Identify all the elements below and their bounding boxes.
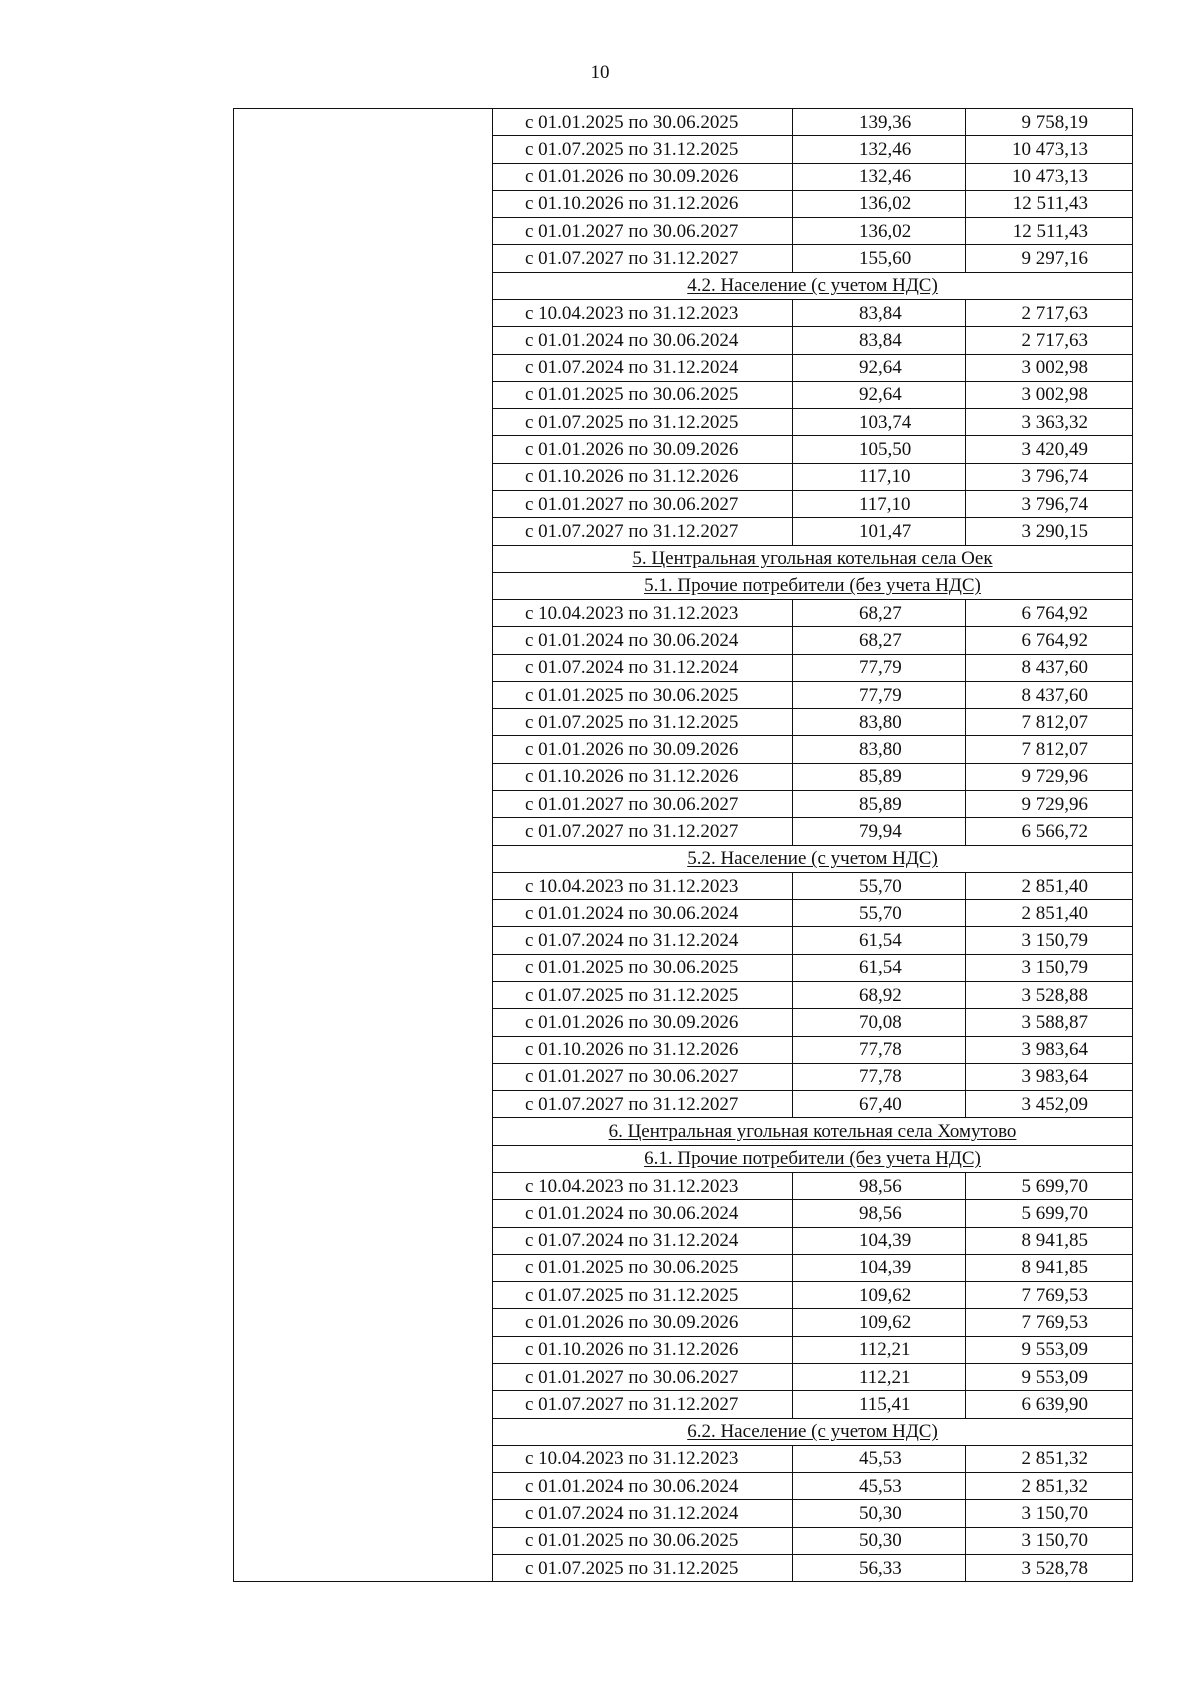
- table-row: [493, 518, 1132, 545]
- period-cell: с 01.01.2025 по 30.06.2025: [493, 1255, 793, 1281]
- table-row: [493, 1009, 1132, 1036]
- rate-cell: 104,39: [793, 1228, 966, 1254]
- rate-cell: 101,47: [793, 518, 966, 544]
- section-heading: 5. Центральная угольная котельная села Оек: [632, 548, 993, 570]
- amount-cell: 5 699,70: [1021, 1175, 1088, 1197]
- period-cell: с 01.01.2025 по 30.06.2025: [493, 382, 793, 408]
- period-cell: с 01.10.2026 по 31.12.2026: [493, 464, 793, 490]
- rate-cell: 68,27: [793, 627, 966, 653]
- period-cell: с 01.07.2025 по 31.12.2025: [493, 409, 793, 435]
- rate-cell: 68,27: [793, 600, 966, 626]
- rate-cell: 132,46: [793, 136, 966, 162]
- amount-cell: 3 002,98: [1021, 384, 1088, 406]
- rate-cell: 109,62: [793, 1282, 966, 1308]
- period-cell: с 01.07.2027 по 31.12.2027: [493, 1391, 793, 1417]
- section-heading-row: [493, 573, 1132, 600]
- table-row: [493, 191, 1132, 218]
- amount-cell: 8 437,60: [1021, 684, 1088, 706]
- period-cell: с 01.07.2025 по 31.12.2025: [493, 1555, 793, 1581]
- rate-cell: 61,54: [793, 955, 966, 981]
- period-cell: с 01.10.2026 по 31.12.2026: [493, 191, 793, 217]
- rate-cell: 136,02: [793, 218, 966, 244]
- table-row: [493, 1528, 1132, 1555]
- rate-cell: 132,46: [793, 164, 966, 190]
- table-row: [493, 164, 1132, 191]
- rate-cell: 77,78: [793, 1037, 966, 1063]
- amount-cell: 7 769,53: [1021, 1312, 1088, 1334]
- amount-cell: 9 553,09: [1021, 1339, 1088, 1361]
- amount-cell: 3 528,78: [1021, 1557, 1088, 1579]
- rate-cell: 83,84: [793, 300, 966, 326]
- table-row: [493, 900, 1132, 927]
- amount-cell: 3 002,98: [1021, 357, 1088, 379]
- amount-cell: 3 150,79: [1021, 957, 1088, 979]
- table-row: [493, 1555, 1132, 1581]
- amount-cell: 3 420,49: [1021, 439, 1088, 461]
- rate-cell: 117,10: [793, 464, 966, 490]
- period-cell: с 01.01.2025 по 30.06.2025: [493, 682, 793, 708]
- table-row: [493, 1091, 1132, 1118]
- section-heading: 6. Центральная угольная котельная села Хомутово: [608, 1121, 1017, 1143]
- rate-cell: 104,39: [793, 1255, 966, 1281]
- page-number: 10: [590, 62, 610, 83]
- section-heading-row: [493, 1419, 1132, 1446]
- period-cell: с 10.04.2023 по 31.12.2023: [493, 1173, 793, 1199]
- rate-cell: 103,74: [793, 409, 966, 435]
- amount-cell: 3 983,64: [1021, 1039, 1088, 1061]
- amount-cell: 3 452,09: [1021, 1093, 1088, 1115]
- table-row: [493, 1173, 1132, 1200]
- table-row: [493, 300, 1132, 327]
- table-row: [493, 1228, 1132, 1255]
- period-cell: с 01.01.2027 по 30.06.2027: [493, 1364, 793, 1390]
- tariff-rows: [493, 109, 1132, 1581]
- table-row: [493, 245, 1132, 272]
- period-cell: с 01.10.2026 по 31.12.2026: [493, 1037, 793, 1063]
- rate-cell: 109,62: [793, 1309, 966, 1335]
- rate-cell: 83,84: [793, 327, 966, 353]
- rate-cell: 55,70: [793, 900, 966, 926]
- amount-cell: 10 473,13: [1012, 138, 1088, 160]
- amount-cell: 7 812,07: [1021, 739, 1088, 761]
- table-row: [493, 682, 1132, 709]
- rate-cell: 92,64: [793, 382, 966, 408]
- amount-cell: 3 588,87: [1021, 1011, 1088, 1033]
- period-cell: с 01.07.2024 по 31.12.2024: [493, 355, 793, 381]
- amount-cell: 9 758,19: [1021, 111, 1088, 133]
- table-row: [493, 1446, 1132, 1473]
- rate-cell: 56,33: [793, 1555, 966, 1581]
- rate-cell: 68,92: [793, 982, 966, 1008]
- rate-cell: 45,53: [793, 1473, 966, 1499]
- period-cell: с 01.01.2024 по 30.06.2024: [493, 900, 793, 926]
- rate-cell: 77,78: [793, 1064, 966, 1090]
- rate-cell: 85,89: [793, 764, 966, 790]
- amount-cell: 8 437,60: [1021, 657, 1088, 679]
- table-row: [493, 1282, 1132, 1309]
- period-cell: с 01.07.2024 по 31.12.2024: [493, 1228, 793, 1254]
- amount-cell: 3 363,32: [1021, 411, 1088, 433]
- amount-cell: 12 511,43: [1012, 193, 1088, 215]
- amount-cell: 7 769,53: [1021, 1284, 1088, 1306]
- amount-cell: 3 796,74: [1021, 466, 1088, 488]
- table-row: [493, 464, 1132, 491]
- amount-cell: 2 717,63: [1021, 329, 1088, 351]
- table-row: [493, 218, 1132, 245]
- table-row: [493, 1500, 1132, 1527]
- section-heading: 4.2. Население (с учетом НДС): [687, 275, 938, 297]
- table-row: [493, 436, 1132, 463]
- amount-cell: 2 851,40: [1021, 875, 1088, 897]
- period-cell: с 01.10.2026 по 31.12.2026: [493, 764, 793, 790]
- period-cell: с 01.01.2025 по 30.06.2025: [493, 1528, 793, 1554]
- period-cell: с 01.07.2027 по 31.12.2027: [493, 518, 793, 544]
- section-heading: 5.1. Прочие потребители (без учета НДС): [644, 575, 981, 597]
- amount-cell: 3 290,15: [1021, 520, 1088, 542]
- rate-cell: 85,89: [793, 791, 966, 817]
- period-cell: с 01.01.2027 по 30.06.2027: [493, 1064, 793, 1090]
- rate-cell: 70,08: [793, 1009, 966, 1035]
- amount-cell: 6 764,92: [1021, 602, 1088, 624]
- amount-cell: 2 717,63: [1021, 302, 1088, 324]
- amount-cell: 2 851,32: [1021, 1475, 1088, 1497]
- table-row: [493, 1391, 1132, 1418]
- amount-cell: 8 941,85: [1021, 1257, 1088, 1279]
- rate-cell: 92,64: [793, 355, 966, 381]
- table-row: [493, 818, 1132, 845]
- period-cell: с 01.01.2025 по 30.06.2025: [493, 109, 793, 135]
- table-row: [493, 600, 1132, 627]
- section-heading: 5.2. Население (с учетом НДС): [687, 848, 938, 870]
- amount-cell: 3 528,88: [1021, 984, 1088, 1006]
- period-cell: с 10.04.2023 по 31.12.2023: [493, 300, 793, 326]
- rate-cell: 61,54: [793, 927, 966, 953]
- rate-cell: 117,10: [793, 491, 966, 517]
- period-cell: с 01.07.2024 по 31.12.2024: [493, 655, 793, 681]
- rate-cell: 77,79: [793, 682, 966, 708]
- rate-cell: 83,80: [793, 709, 966, 735]
- section-heading-row: [493, 546, 1132, 573]
- table-row: [493, 791, 1132, 818]
- amount-cell: 3 150,70: [1021, 1530, 1088, 1552]
- rate-cell: 112,21: [793, 1364, 966, 1390]
- amount-cell: 5 699,70: [1021, 1202, 1088, 1224]
- period-cell: с 10.04.2023 по 31.12.2023: [493, 1446, 793, 1472]
- period-cell: с 01.07.2025 по 31.12.2025: [493, 1282, 793, 1308]
- period-cell: с 01.01.2026 по 30.09.2026: [493, 1009, 793, 1035]
- section-heading: 6.2. Население (с учетом НДС): [687, 1421, 938, 1443]
- amount-cell: 8 941,85: [1021, 1230, 1088, 1252]
- amount-cell: 6 639,90: [1021, 1393, 1088, 1415]
- period-cell: с 01.01.2024 по 30.06.2024: [493, 327, 793, 353]
- period-cell: с 01.01.2024 по 30.06.2024: [493, 1473, 793, 1499]
- period-cell: с 01.07.2024 по 31.12.2024: [493, 927, 793, 953]
- rate-cell: 139,36: [793, 109, 966, 135]
- rate-cell: 98,56: [793, 1173, 966, 1199]
- table-row: [493, 1337, 1132, 1364]
- amount-cell: 9 297,16: [1021, 248, 1088, 270]
- table-row: [493, 764, 1132, 791]
- section-heading-row: [493, 1146, 1132, 1173]
- rate-cell: 115,41: [793, 1391, 966, 1417]
- amount-cell: 2 851,40: [1021, 902, 1088, 924]
- period-cell: с 01.07.2024 по 31.12.2024: [493, 1500, 793, 1526]
- table-row: [493, 1200, 1132, 1227]
- tariff-table: [233, 108, 1133, 1582]
- period-cell: с 01.01.2026 по 30.09.2026: [493, 436, 793, 462]
- rate-cell: 50,30: [793, 1528, 966, 1554]
- rate-cell: 136,02: [793, 191, 966, 217]
- period-cell: с 01.01.2026 по 30.09.2026: [493, 164, 793, 190]
- period-cell: с 10.04.2023 по 31.12.2023: [493, 873, 793, 899]
- table-row: [493, 655, 1132, 682]
- period-cell: с 01.07.2027 по 31.12.2027: [493, 1091, 793, 1117]
- amount-cell: 7 812,07: [1021, 711, 1088, 733]
- section-heading-row: [493, 846, 1132, 873]
- section-heading: 6.1. Прочие потребители (без учета НДС): [644, 1148, 981, 1170]
- table-row: [493, 382, 1132, 409]
- period-cell: с 01.07.2025 по 31.12.2025: [493, 982, 793, 1008]
- period-cell: с 01.01.2027 по 30.06.2027: [493, 491, 793, 517]
- rate-cell: 77,79: [793, 655, 966, 681]
- amount-cell: 3 150,70: [1021, 1502, 1088, 1524]
- amount-cell: 6 566,72: [1021, 820, 1088, 842]
- table-row: [493, 109, 1132, 136]
- table-row: [493, 136, 1132, 163]
- table-row: [493, 736, 1132, 763]
- period-cell: с 01.01.2026 по 30.09.2026: [493, 1309, 793, 1335]
- rate-cell: 50,30: [793, 1500, 966, 1526]
- table-row: [493, 955, 1132, 982]
- rate-cell: 105,50: [793, 436, 966, 462]
- period-cell: с 01.01.2025 по 30.06.2025: [493, 955, 793, 981]
- table-row: [493, 1309, 1132, 1336]
- period-cell: с 01.07.2025 по 31.12.2025: [493, 136, 793, 162]
- table-row: [493, 709, 1132, 736]
- table-row: [493, 491, 1132, 518]
- amount-cell: 9 553,09: [1021, 1366, 1088, 1388]
- period-cell: с 01.01.2024 по 30.06.2024: [493, 627, 793, 653]
- rate-cell: 98,56: [793, 1200, 966, 1226]
- rate-cell: 83,80: [793, 736, 966, 762]
- table-row: [493, 409, 1132, 436]
- table-row: [493, 927, 1132, 954]
- rate-cell: 55,70: [793, 873, 966, 899]
- table-row: [493, 1364, 1132, 1391]
- section-heading-row: [493, 1118, 1132, 1145]
- table-row: [493, 1064, 1132, 1091]
- table-row: [493, 327, 1132, 354]
- amount-cell: 9 729,96: [1021, 766, 1088, 788]
- amount-cell: 3 796,74: [1021, 493, 1088, 515]
- amount-cell: 10 473,13: [1012, 166, 1088, 188]
- table-row: [493, 1037, 1132, 1064]
- period-cell: с 10.04.2023 по 31.12.2023: [493, 600, 793, 626]
- table-row: [493, 355, 1132, 382]
- table-row: [493, 1255, 1132, 1282]
- period-cell: с 01.07.2027 по 31.12.2027: [493, 818, 793, 844]
- rate-cell: 112,21: [793, 1337, 966, 1363]
- amount-cell: 3 150,79: [1021, 930, 1088, 952]
- amount-cell: 9 729,96: [1021, 793, 1088, 815]
- amount-cell: 12 511,43: [1012, 220, 1088, 242]
- table-row: [493, 982, 1132, 1009]
- rate-cell: 67,40: [793, 1091, 966, 1117]
- rate-cell: 45,53: [793, 1446, 966, 1472]
- amount-cell: 3 983,64: [1021, 1066, 1088, 1088]
- amount-cell: 2 851,32: [1021, 1448, 1088, 1470]
- period-cell: с 01.01.2027 по 30.06.2027: [493, 218, 793, 244]
- table-row: [493, 1473, 1132, 1500]
- period-cell: с 01.01.2027 по 30.06.2027: [493, 791, 793, 817]
- amount-cell: 6 764,92: [1021, 629, 1088, 651]
- rate-cell: 79,94: [793, 818, 966, 844]
- empty-left-column: [234, 109, 493, 1581]
- period-cell: с 01.07.2027 по 31.12.2027: [493, 245, 793, 271]
- rate-cell: 155,60: [793, 245, 966, 271]
- period-cell: с 01.01.2026 по 30.09.2026: [493, 736, 793, 762]
- section-heading-row: [493, 273, 1132, 300]
- period-cell: с 01.10.2026 по 31.12.2026: [493, 1337, 793, 1363]
- table-row: [493, 873, 1132, 900]
- period-cell: с 01.07.2025 по 31.12.2025: [493, 709, 793, 735]
- period-cell: с 01.01.2024 по 30.06.2024: [493, 1200, 793, 1226]
- table-row: [493, 627, 1132, 654]
